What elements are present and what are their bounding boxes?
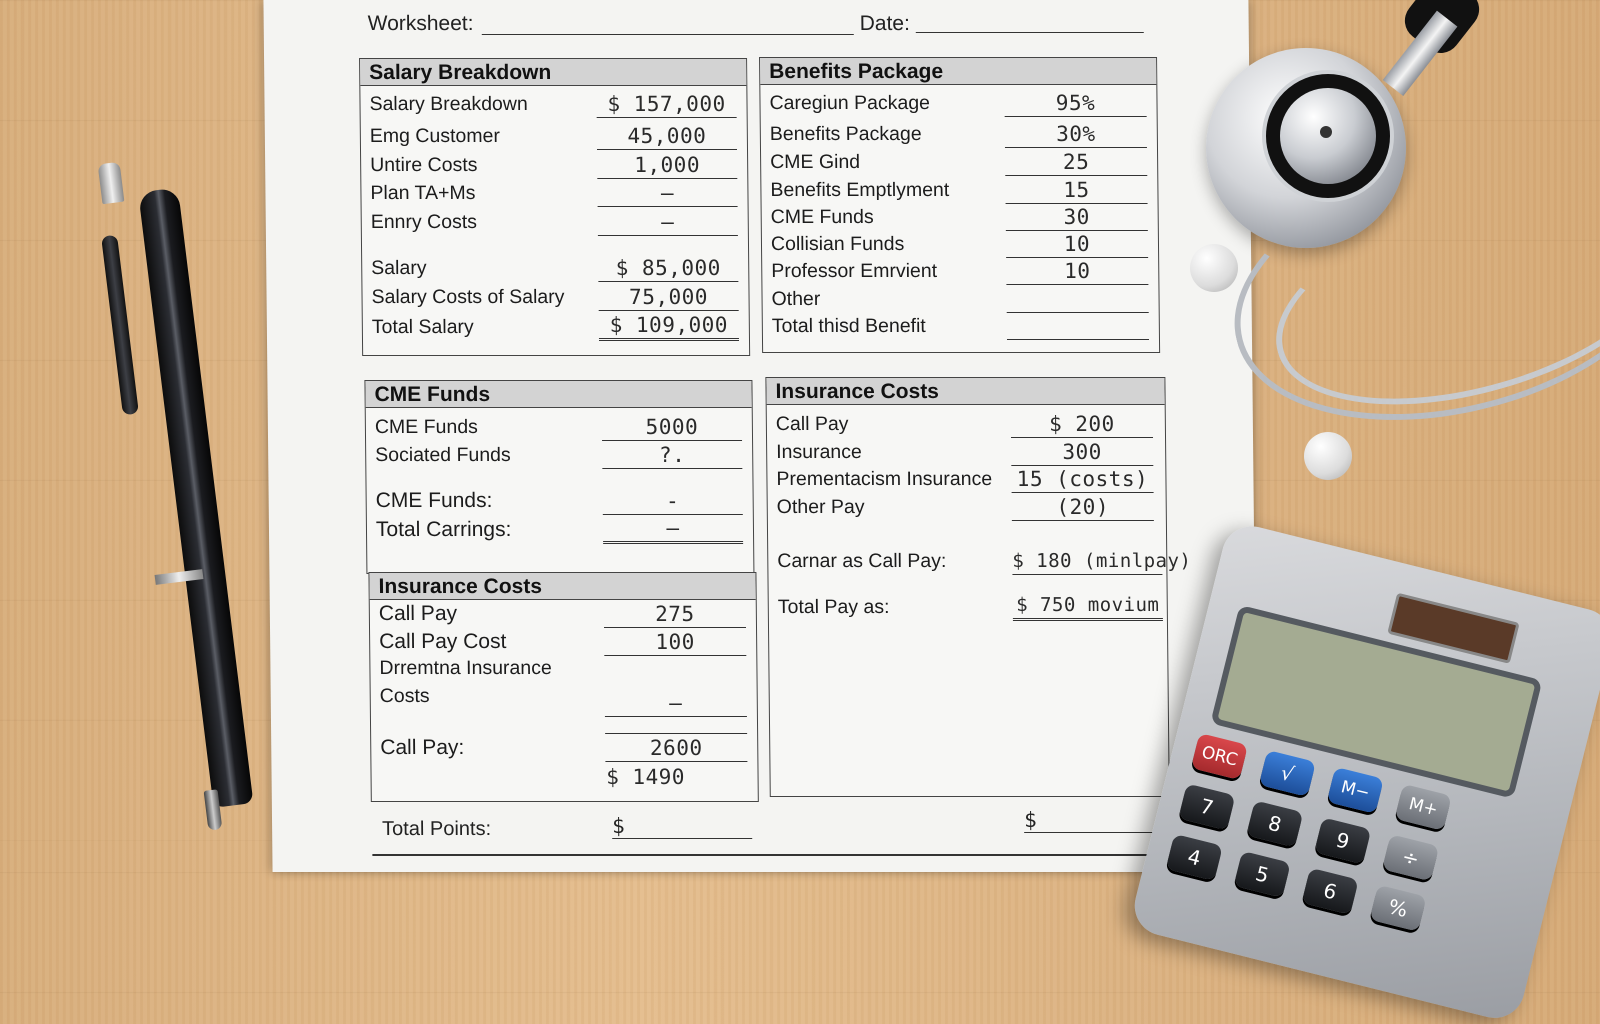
row-label: Drremtna Insurance: [379, 657, 552, 679]
row-value[interactable]: 100: [604, 629, 746, 656]
table-row: [762, 204, 1158, 232]
row-value[interactable]: [1007, 313, 1149, 340]
table-row: [767, 439, 1165, 467]
key-percent[interactable]: %: [1369, 885, 1426, 932]
row-value[interactable]: $ 1490: [606, 765, 686, 789]
date-label: Date:: [859, 12, 911, 35]
row-label: Call Pay:: [380, 736, 465, 759]
key-sqrt[interactable]: √: [1259, 750, 1316, 797]
row-label: Costs: [379, 685, 430, 707]
row-label: Emg Customer: [369, 125, 501, 147]
table-row: [363, 314, 749, 342]
row-label: Insurance: [776, 441, 862, 463]
table-row: [370, 601, 756, 629]
row-label: Call Pay: [775, 413, 849, 435]
table-row: [370, 629, 756, 657]
row-label: Call Pay: [378, 602, 458, 625]
row-value[interactable]: (20): [1012, 494, 1154, 521]
footer-rule: [372, 854, 1172, 856]
table-row: [361, 180, 747, 208]
pen-barrel: [138, 188, 253, 808]
key-divide[interactable]: ÷: [1382, 834, 1439, 881]
row-label: CME Funds: [374, 416, 478, 438]
table-row: [361, 152, 747, 180]
table-row: [762, 231, 1158, 259]
table-row: [371, 763, 757, 791]
row-value[interactable]: 30%: [1005, 121, 1147, 148]
row-value[interactable]: $ 750 movium: [1013, 592, 1163, 621]
section-title: Insurance Costs: [369, 573, 755, 600]
section-title: Salary Breakdown: [360, 59, 746, 86]
date-field[interactable]: [916, 32, 1144, 33]
row-label: Collisian Funds: [770, 233, 905, 255]
row-label: Prementacism Insurance: [776, 468, 993, 490]
row-value[interactable]: $ 180 (minlpay): [1012, 548, 1162, 575]
row-label: Salary Costs of Salary: [371, 286, 565, 308]
row-label: Total thisd Benefit: [771, 315, 926, 337]
pen-clip: [101, 235, 139, 416]
total-points-right-value[interactable]: $: [1023, 808, 1037, 832]
row-value[interactable]: [1006, 286, 1148, 313]
row-label: Benefits Package: [769, 123, 922, 145]
key-4[interactable]: 4: [1166, 834, 1223, 881]
table-row: [761, 177, 1157, 205]
table-row: [767, 411, 1165, 439]
row-value[interactable]: -: [603, 488, 743, 515]
row-value[interactable]: $ 109,000: [599, 312, 739, 341]
worksheet-label: Worksheet:: [367, 12, 474, 35]
row-label: Other Pay: [776, 496, 865, 518]
row-value[interactable]: $ 157,000: [596, 91, 736, 118]
row-label: CME Funds:: [375, 489, 493, 512]
row-value[interactable]: —: [603, 515, 743, 544]
table-row: [361, 123, 747, 151]
row-label: Benefits Emptlyment: [770, 179, 950, 201]
salary-breakdown-section: [359, 58, 750, 356]
table-row: [768, 494, 1166, 522]
table-row: [761, 121, 1157, 149]
table-row: [762, 286, 1158, 314]
row-label: Total Carrings:: [375, 518, 512, 541]
row-value[interactable]: 1,000: [597, 152, 737, 179]
row-label: Professor Emrvient: [771, 260, 938, 282]
row-label: Call Pay Cost: [379, 630, 507, 653]
row-value[interactable]: 75,000: [598, 284, 738, 311]
row-value[interactable]: $ 200: [1011, 411, 1153, 438]
row-value[interactable]: —: [598, 209, 738, 236]
row-value[interactable]: 300: [1011, 439, 1153, 466]
row-value[interactable]: 275: [604, 601, 746, 628]
table-row: [761, 149, 1157, 177]
table-row: [767, 466, 1165, 494]
row-value[interactable]: —: [597, 180, 737, 207]
table-row: [366, 442, 752, 470]
row-value[interactable]: 5000: [602, 414, 742, 441]
insurance-costs-right-section: [765, 377, 1192, 797]
row-label: Carnar as Call Pay:: [777, 550, 947, 572]
row-label: Salary: [371, 257, 427, 279]
table-row: [760, 90, 1156, 118]
table-row: [371, 683, 757, 715]
earpiece-icon: [1190, 244, 1238, 292]
cme-funds-section: [364, 380, 754, 574]
key-5[interactable]: 5: [1234, 851, 1291, 898]
row-value[interactable]: 10: [1006, 231, 1148, 258]
row-label: Ennry Costs: [370, 211, 478, 233]
total-points-right-line: [1024, 832, 1164, 833]
row-value[interactable]: 15: [1005, 177, 1147, 204]
row-label: CME Funds: [770, 206, 874, 228]
row-value[interactable]: —: [605, 690, 747, 717]
row-label: Caregiun Package: [769, 92, 931, 114]
table-row: [366, 414, 752, 442]
table-row: [763, 313, 1159, 341]
table-row: [762, 258, 1158, 286]
row-value[interactable]: 45,000: [597, 123, 737, 150]
row-label: Sociated Funds: [375, 444, 511, 466]
table-row: [362, 209, 748, 237]
row-value[interactable]: 15 (costs): [1011, 466, 1153, 493]
key-m-minus[interactable]: M−: [1327, 767, 1384, 814]
key-8[interactable]: 8: [1246, 800, 1303, 847]
section-title: Benefits Package: [760, 58, 1156, 85]
table-row: [371, 735, 757, 763]
row-value[interactable]: ?.: [602, 442, 742, 469]
key-7[interactable]: 7: [1178, 783, 1235, 830]
table-row: [768, 548, 1192, 576]
table-row: [362, 284, 748, 312]
key-9[interactable]: 9: [1314, 817, 1371, 864]
row-label: Salary Breakdown: [369, 93, 528, 115]
row-value[interactable]: 95%: [1004, 90, 1146, 117]
total-points-left-value[interactable]: $: [611, 814, 625, 838]
table-row: [360, 91, 746, 119]
worksheet-paper: [263, 0, 1257, 872]
row-label: Plan TA+Ms: [370, 182, 476, 204]
table-row: [769, 594, 1167, 622]
key-orc[interactable]: ORC: [1191, 733, 1248, 780]
row-label: Total Salary: [371, 316, 474, 338]
benefits-package-section: [759, 57, 1160, 353]
key-m-plus[interactable]: M+: [1395, 784, 1452, 831]
row-value[interactable]: 25: [1005, 149, 1147, 176]
section-title: CME Funds: [365, 381, 751, 408]
row-value[interactable]: 10: [1006, 258, 1148, 285]
table-row: [367, 488, 753, 516]
key-6[interactable]: 6: [1302, 868, 1359, 915]
table-row: [367, 517, 753, 545]
row-value[interactable]: 30: [1006, 204, 1148, 231]
stethoscope-center: [1320, 126, 1332, 138]
table-row: [370, 655, 756, 683]
row-value[interactable]: 2600: [605, 735, 747, 762]
pen-cap-icon: [98, 162, 125, 204]
insurance-costs-left-section: [368, 572, 758, 802]
total-points-label: Total Points:: [382, 818, 492, 840]
section-title: Insurance Costs: [766, 378, 1164, 405]
earpiece-icon: [1304, 432, 1352, 480]
row-label: Untire Costs: [370, 154, 478, 176]
row-value[interactable]: $ 85,000: [598, 255, 738, 282]
row-label: CME Gind: [770, 151, 861, 173]
row-label: Other: [771, 288, 821, 310]
worksheet-field[interactable]: [482, 34, 854, 35]
row-label: Total Pay as:: [777, 596, 890, 618]
blank-line: [605, 733, 747, 734]
total-points-left-line: [612, 838, 752, 839]
table-row: [362, 255, 748, 283]
